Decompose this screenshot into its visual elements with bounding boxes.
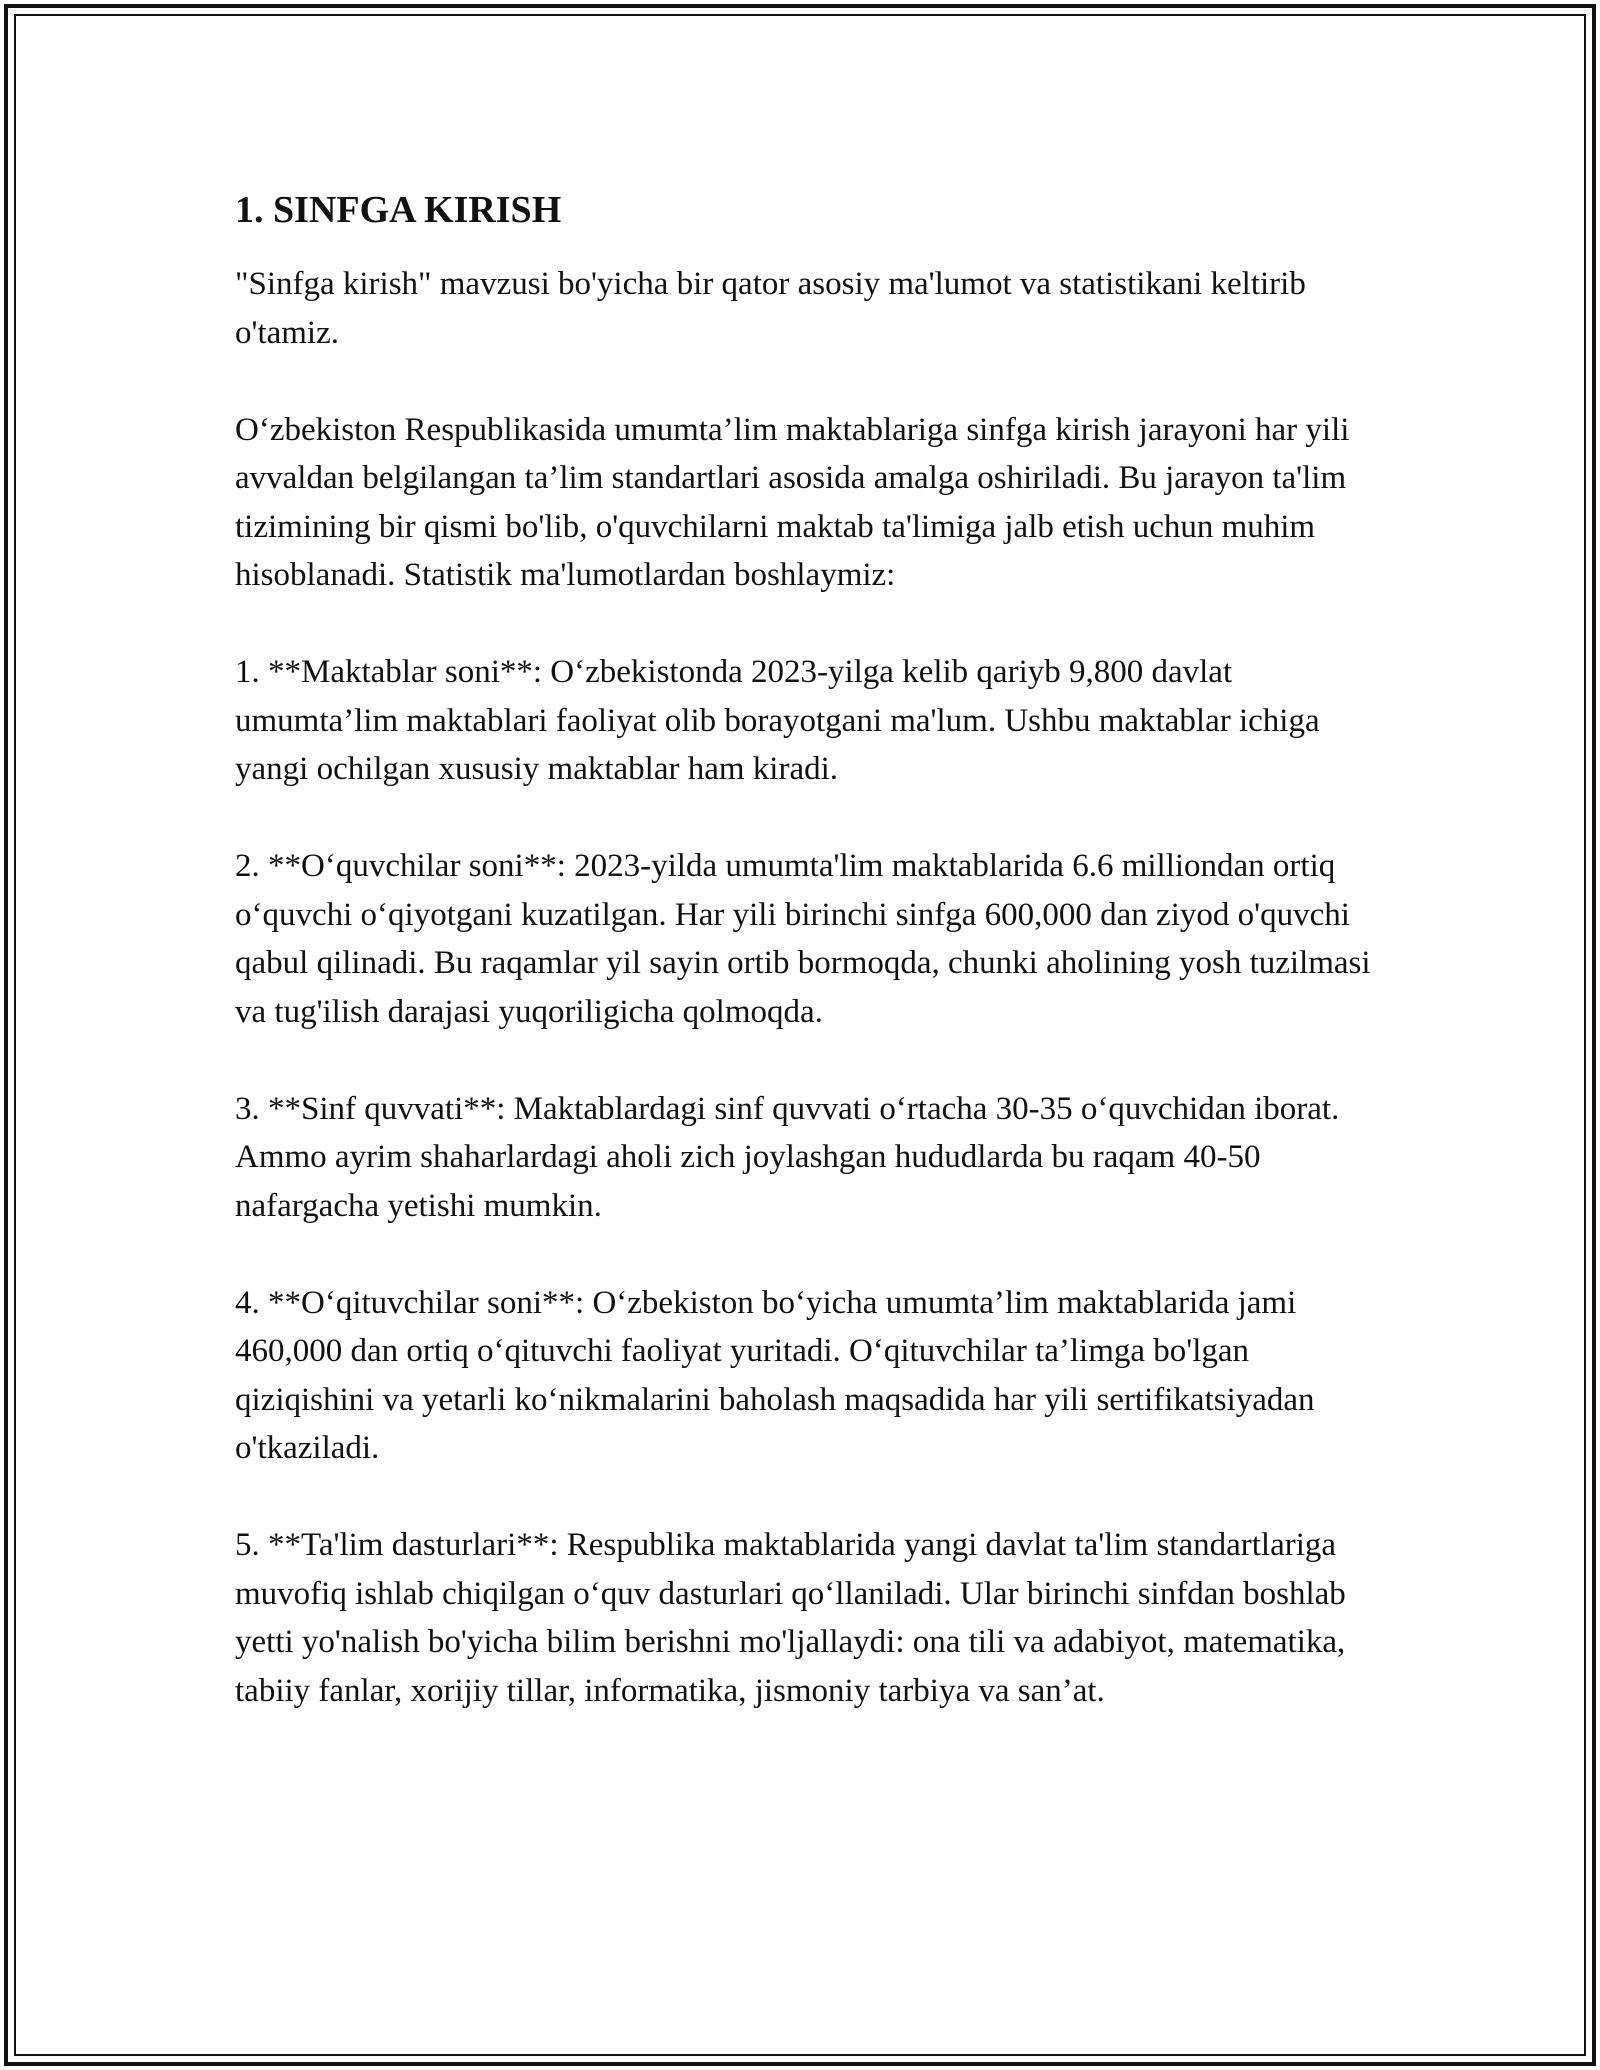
item-students-count: 2. **O‘quvchilar soni**: 2023-yilda umumta'lim maktablarida 6.6 milliondan ortiq o‘quvchi o‘qiyotgani kuzatilgan. Har yili birinchi sinfga 600,000 dan ziyod o'quvchi qabul qilinadi. Bu raqamlar yil sayin ortib bormoqda, chunki aholining yosh tuzilmasi va tug'ilish darajasi yuqoriligicha qolmoqda.	[235, 848, 1371, 1030]
document-body	[235, 186, 1375, 1764]
item-class-capacity: 3. **Sinf quvvati**: Maktablardagi sinf quvvati o‘rtacha 30-35 o‘quvchidan iborat. Ammo ayrim shaharlardagi aholi zich joylashgan hududlarda bu raqam 40-50 nafargacha yetishi mumkin.	[235, 1090, 1340, 1224]
item-schools-count: 1. **Maktablar soni**: O‘zbekistonda 2023-yilga kelib qariyb 9,800 davlat umumta’lim maktablari faoliyat olib borayotgani ma'lum. Ushbu maktablar ichiga yangi ochilgan xususiy maktablar ham kiradi.	[235, 654, 1320, 787]
item-education-programs: 5. **Ta'lim dasturlari**: Respublika maktablarida yangi davlat ta'lim standartlariga muvofiq ishlab chiqilgan o‘quv dasturlari qo‘llaniladi. Ular birinchi sinfdan boshlab yetti yo'nalish bo'yicha bilim berishni mo'ljallaydi: ona tili va adabiyot, matematika, tabiiy fanlar, xorijiy tillar, informatika, jismoniy tarbiya va san’at.	[235, 1527, 1346, 1709]
section-heading: 1. SINFGA KIRISH	[235, 189, 562, 231]
intro-paragraph: "Sinfga kirish" mavzusi bo'yicha bir qator asosiy ma'lumot va statistikani keltirib o'tamiz.	[235, 266, 1306, 351]
item-teachers-count: 4. **O‘qituvchilar soni**: O‘zbekiston bo‘yicha umumta’lim maktablarida jami 460,000 dan ortiq o‘qituvchi faoliyat yuritadi. O‘qituvchilar ta’limga bo'lgan qiziqishini va yetarli ko‘nikmalarini baholash maqsadida har yili sertifikatsiyadan o'tkaziladi.	[235, 1284, 1315, 1466]
context-paragraph: O‘zbekiston Respublikasida umumta’lim maktablariga sinfga kirish jarayoni har yili avvaldan belgilangan ta’lim standartlari asosida amalga oshiriladi. Bu jarayon ta'lim tizimining bir qismi bo'lib, o'quvchilarni maktab ta'limiga jalb etish uchun muhim hisoblanadi. Statistik ma'lumotlardan boshlaymiz:	[235, 411, 1350, 593]
